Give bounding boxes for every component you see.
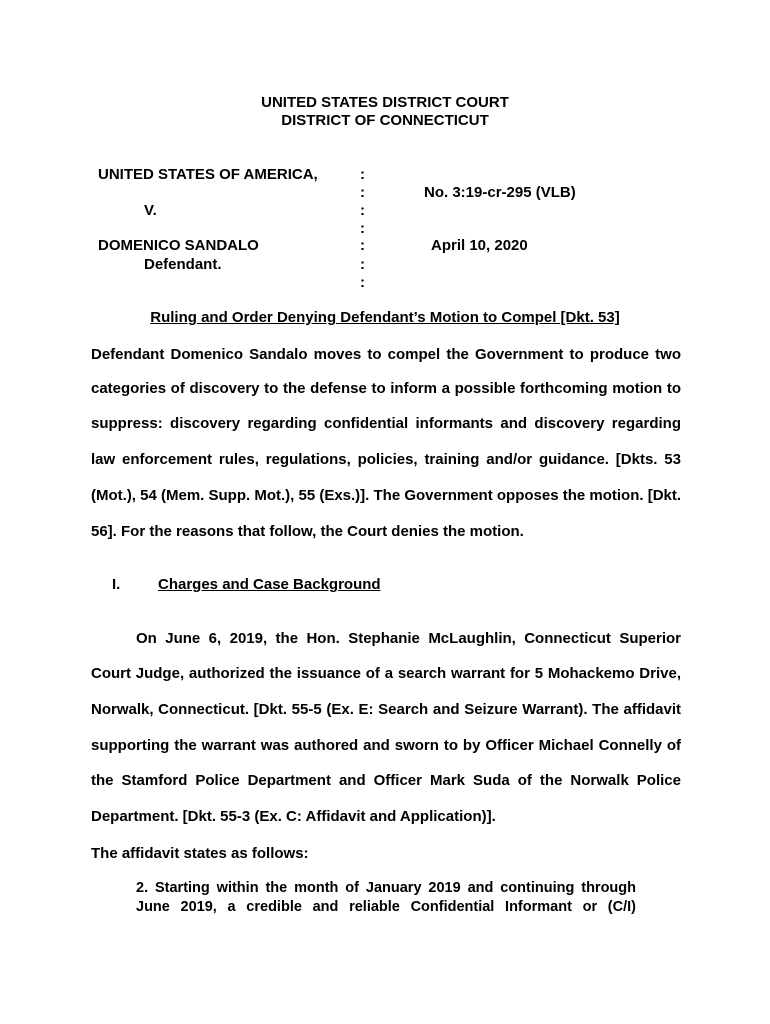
quote-line: June 2019, a credible and reliable Confidential Informant or (C/I) bbox=[136, 899, 636, 915]
paragraph-line: categories of discovery to the defense to inform a possible forthcoming motion to bbox=[91, 380, 681, 397]
paragraph-line: Court Judge, authorized the issuance of a search warrant for 5 Mohackemo Drive, bbox=[91, 665, 681, 682]
caption-colon: : bbox=[360, 184, 365, 201]
caption-colon: : bbox=[360, 274, 365, 291]
ruling-date: April 10, 2020 bbox=[431, 237, 528, 254]
paragraph-line: suppress: discovery regarding confidential informants and discovery regarding bbox=[91, 415, 681, 432]
plaintiff-name: UNITED STATES OF AMERICA, bbox=[98, 166, 318, 183]
district-name: DISTRICT OF CONNECTICUT bbox=[281, 112, 489, 129]
caption-colon: : bbox=[360, 220, 365, 237]
paragraph-line: the Stamford Police Department and Officer Mark Suda of the Norwalk Police bbox=[91, 772, 681, 789]
paragraph-line: supporting the warrant was authored and sworn to by Officer Michael Connelly of bbox=[91, 737, 681, 754]
defendant-name: DOMENICO SANDALO bbox=[98, 237, 259, 254]
quote-line: 2. Starting within the month of January 2019 and continuing through bbox=[136, 880, 636, 896]
affidavit-intro: The affidavit states as follows: bbox=[91, 845, 309, 862]
caption-colon: : bbox=[360, 166, 365, 183]
paragraph-line: 56]. For the reasons that follow, the Court denies the motion. bbox=[91, 523, 524, 540]
caption-colon: : bbox=[360, 237, 365, 254]
versus-label: V. bbox=[144, 202, 157, 219]
paragraph-line: On June 6, 2019, the Hon. Stephanie McLaughlin, Connecticut Superior bbox=[136, 630, 681, 647]
paragraph-line: Defendant Domenico Sandalo moves to compel the Government to produce two bbox=[91, 346, 681, 363]
paragraph-line: Norwalk, Connecticut. [Dkt. 55-5 (Ex. E: Search and Seizure Warrant). The affidavit bbox=[91, 701, 681, 718]
paragraph-line: law enforcement rules, regulations, policies, training and/or guidance. [Dkts. 53 bbox=[91, 451, 681, 468]
court-name: UNITED STATES DISTRICT COURT bbox=[261, 94, 509, 111]
case-number: No. 3:19-cr-295 (VLB) bbox=[424, 184, 576, 201]
paragraph-line: Department. [Dkt. 55-3 (Ex. C: Affidavit and Application)]. bbox=[91, 808, 496, 825]
defendant-role: Defendant. bbox=[144, 256, 222, 273]
caption-colon: : bbox=[360, 256, 365, 273]
ruling-title: Ruling and Order Denying Defendant’s Motion to Compel [Dkt. 53] bbox=[150, 309, 620, 326]
caption-colon: : bbox=[360, 202, 365, 219]
paragraph-line: (Mot.), 54 (Mem. Supp. Mot.), 55 (Exs.)]. The Government opposes the motion. [Dkt. bbox=[91, 487, 682, 504]
section-number: I. bbox=[112, 576, 121, 593]
section-heading: Charges and Case Background bbox=[158, 576, 381, 593]
